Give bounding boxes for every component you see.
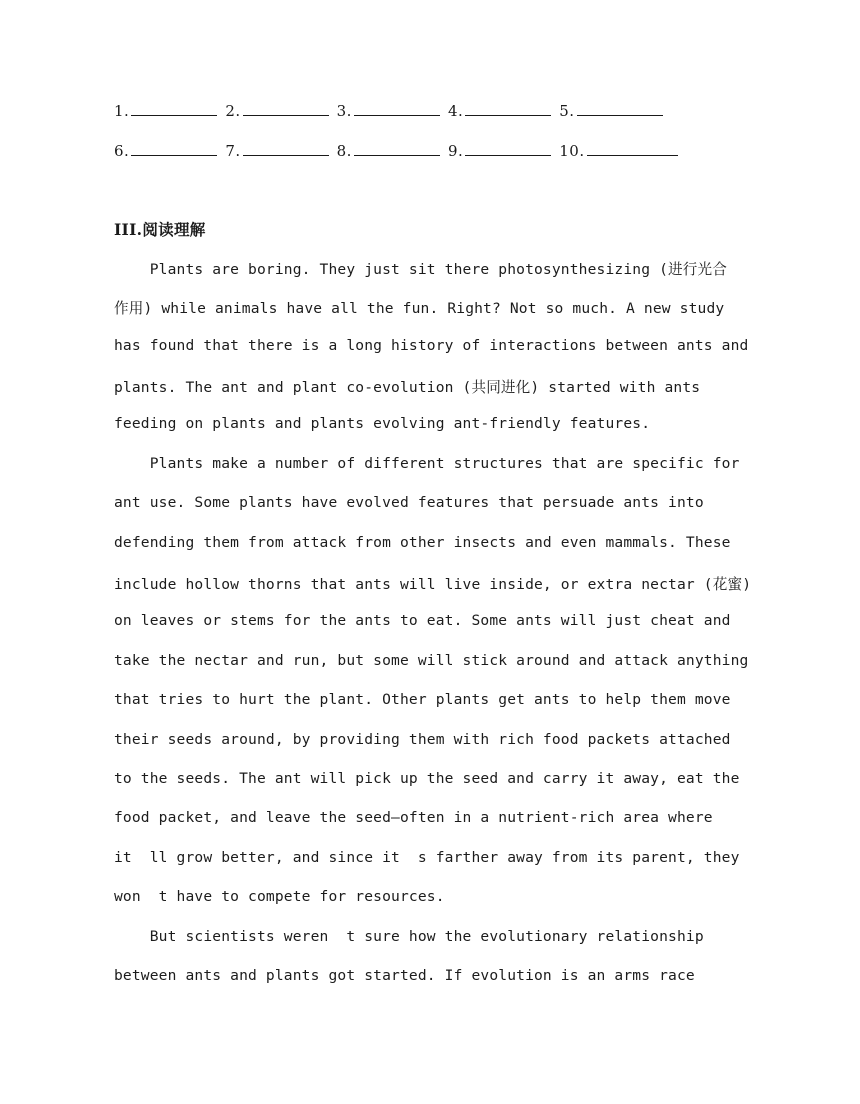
passage-line: plants. The ant and plant co-evolution (共同进化) started with ants: [114, 379, 701, 396]
answer-blank[interactable]: [559, 101, 662, 120]
answer-blank[interactable]: [225, 141, 328, 160]
answer-blank[interactable]: [337, 141, 440, 160]
blank-line: [243, 101, 329, 116]
passage-line: won t have to compete for resources.: [114, 888, 445, 905]
blank-number: 4.: [447, 102, 464, 120]
blank-number: 10.: [559, 142, 585, 160]
passage-line: it ll grow better, and since it s farther away from its parent, they: [114, 849, 740, 866]
passage-line: take the nectar and run, but some will stick around and attack anything: [114, 652, 749, 669]
passage-line: defending them from attack from other insects and even mammals. These: [114, 534, 731, 551]
passage-line: to the seeds. The ant will pick up the seed and carry it away, eat the: [114, 770, 740, 787]
answer-blanks-row-1: [114, 101, 671, 120]
answer-blank[interactable]: [337, 101, 440, 120]
passage-line: Plants are boring. They just sit there photosynthesizing (进行光合: [114, 261, 728, 278]
passage-line: on leaves or stems for the ants to eat. Some ants will just cheat and: [114, 612, 731, 629]
passage-line: feeding on plants and plants evolving ant-friendly features.: [114, 415, 651, 432]
blank-line: [131, 101, 217, 116]
blank-number: 5.: [559, 102, 575, 120]
blank-line: [131, 141, 217, 156]
answer-blank[interactable]: [114, 141, 217, 160]
passage-line: 作用) while animals have all the fun. Right? Not so much. A new study: [114, 300, 725, 317]
answer-blank[interactable]: [225, 101, 328, 120]
blank-line: [577, 101, 663, 116]
blank-line: [465, 101, 551, 116]
blank-number: 1.: [114, 102, 130, 120]
blank-number: 3.: [336, 102, 352, 120]
blank-line: [243, 141, 329, 156]
answer-blanks-row-2: [114, 141, 686, 160]
answer-blank[interactable]: [114, 101, 217, 120]
blank-number: 6.: [114, 142, 130, 160]
passage-line: that tries to hurt the plant. Other plants get ants to help them move: [114, 691, 731, 708]
passage-line: ant use. Some plants have evolved features that persuade ants into: [114, 494, 704, 511]
blank-line: [587, 141, 678, 156]
passage-line: has found that there is a long history of interactions between ants and: [114, 337, 749, 354]
blank-number: 2.: [225, 102, 241, 120]
passage-line: food packet, and leave the seed—often in a nutrient-rich area where: [114, 809, 713, 826]
blank-number: 9.: [447, 142, 464, 160]
passage-line: their seeds around, by providing them with rich food packets attached: [114, 731, 731, 748]
blank-line: [465, 141, 551, 156]
section-heading: III.阅读理解: [114, 220, 206, 239]
answer-blank[interactable]: [559, 141, 677, 160]
passage-line: include hollow thorns that ants will live inside, or extra nectar (花蜜): [114, 576, 752, 593]
blank-number: 8.: [336, 142, 352, 160]
passage-line: Plants make a number of different structures that are specific for: [114, 455, 740, 472]
blank-line: [354, 141, 440, 156]
answer-blank[interactable]: [448, 141, 551, 160]
blank-number: 7.: [225, 142, 241, 160]
passage-line: between ants and plants got started. If evolution is an arms race: [114, 967, 695, 984]
answer-blank[interactable]: [448, 101, 551, 120]
blank-line: [354, 101, 440, 116]
passage-line: But scientists weren t sure how the evolutionary relationship: [114, 928, 704, 945]
